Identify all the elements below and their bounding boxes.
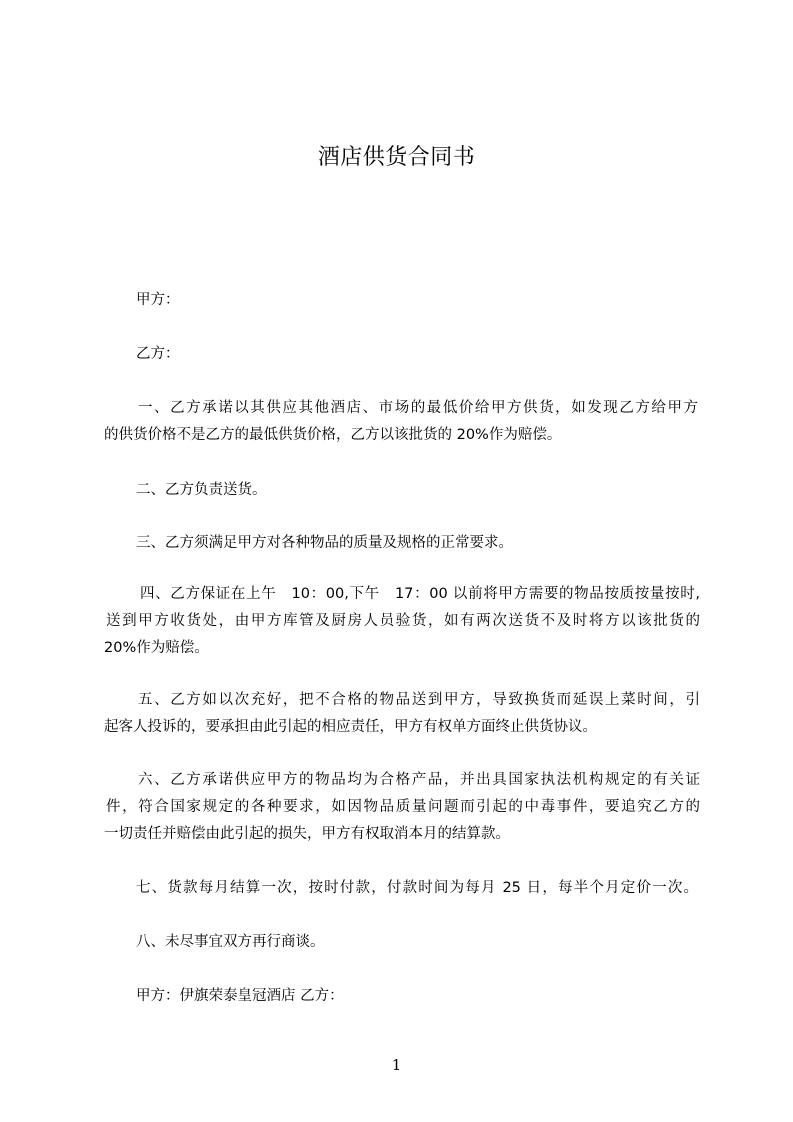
page-number: 1 [391, 1056, 402, 1074]
clause-1-line-1: 一、乙方承诺以其供应其他酒店、市场的最低价给甲方供货，如发现乙方给甲方 [138, 400, 698, 416]
clause-5-line-2: 起客人投诉的，要承担由此引起的相应责任，甲方有权单方面终止供货协议。 [104, 719, 597, 735]
clause-1-line-2: 的供货价格不是乙方的最低供货价格，乙方以该批货的 20%作为赔偿。 [104, 427, 562, 443]
document-title: 酒店供货合同书 [317, 145, 476, 170]
party-a-label: 甲方： [136, 292, 180, 308]
clause-3: 三、乙方须满足甲方对各种物品的质量及规格的正常要求。 [136, 535, 513, 551]
clause-5-line-1: 五、乙方如以次充好，把不合格的物品送到甲方，导致换货而延误上菜时间，引 [138, 692, 700, 708]
clause-6-line-1: 六、乙方承诺供应甲方的物品均为合格产品，并出具国家执法机构规定的有关证 [138, 772, 700, 788]
signature-line: 甲方：伊旗荣泰皇冠酒店 乙方： [136, 988, 344, 1004]
clause-2: 二、乙方负责送货。 [136, 482, 267, 498]
clause-4-line-1: 四、乙方保证在上午 10：00,下午 17：00 以前将甲方需要的物品按质按量按时, [140, 586, 700, 602]
clause-4-line-3: 20%作为赔偿。 [104, 640, 209, 656]
clause-7: 七、货款每月结算一次，按时付款，付款时间为每月 25 日，每半个月定价一次。 [136, 880, 698, 896]
clause-6-line-2: 件，符合国家规定的各种要求，如因物品质量问题而引起的中毒事件，要追究乙方的 [106, 799, 700, 815]
party-b-label: 乙方： [136, 346, 180, 362]
clause-8: 八、未尽事宜双方再行商谈。 [136, 934, 325, 950]
clause-6-line-3: 一切责任并赔偿由此引起的损失，甲方有权取消本月的结算款。 [104, 826, 510, 842]
clause-4-line-2: 送到甲方收货处，由甲方库管及厨房人员验货，如有两次送货不及时将方以该批货的 [106, 613, 700, 629]
